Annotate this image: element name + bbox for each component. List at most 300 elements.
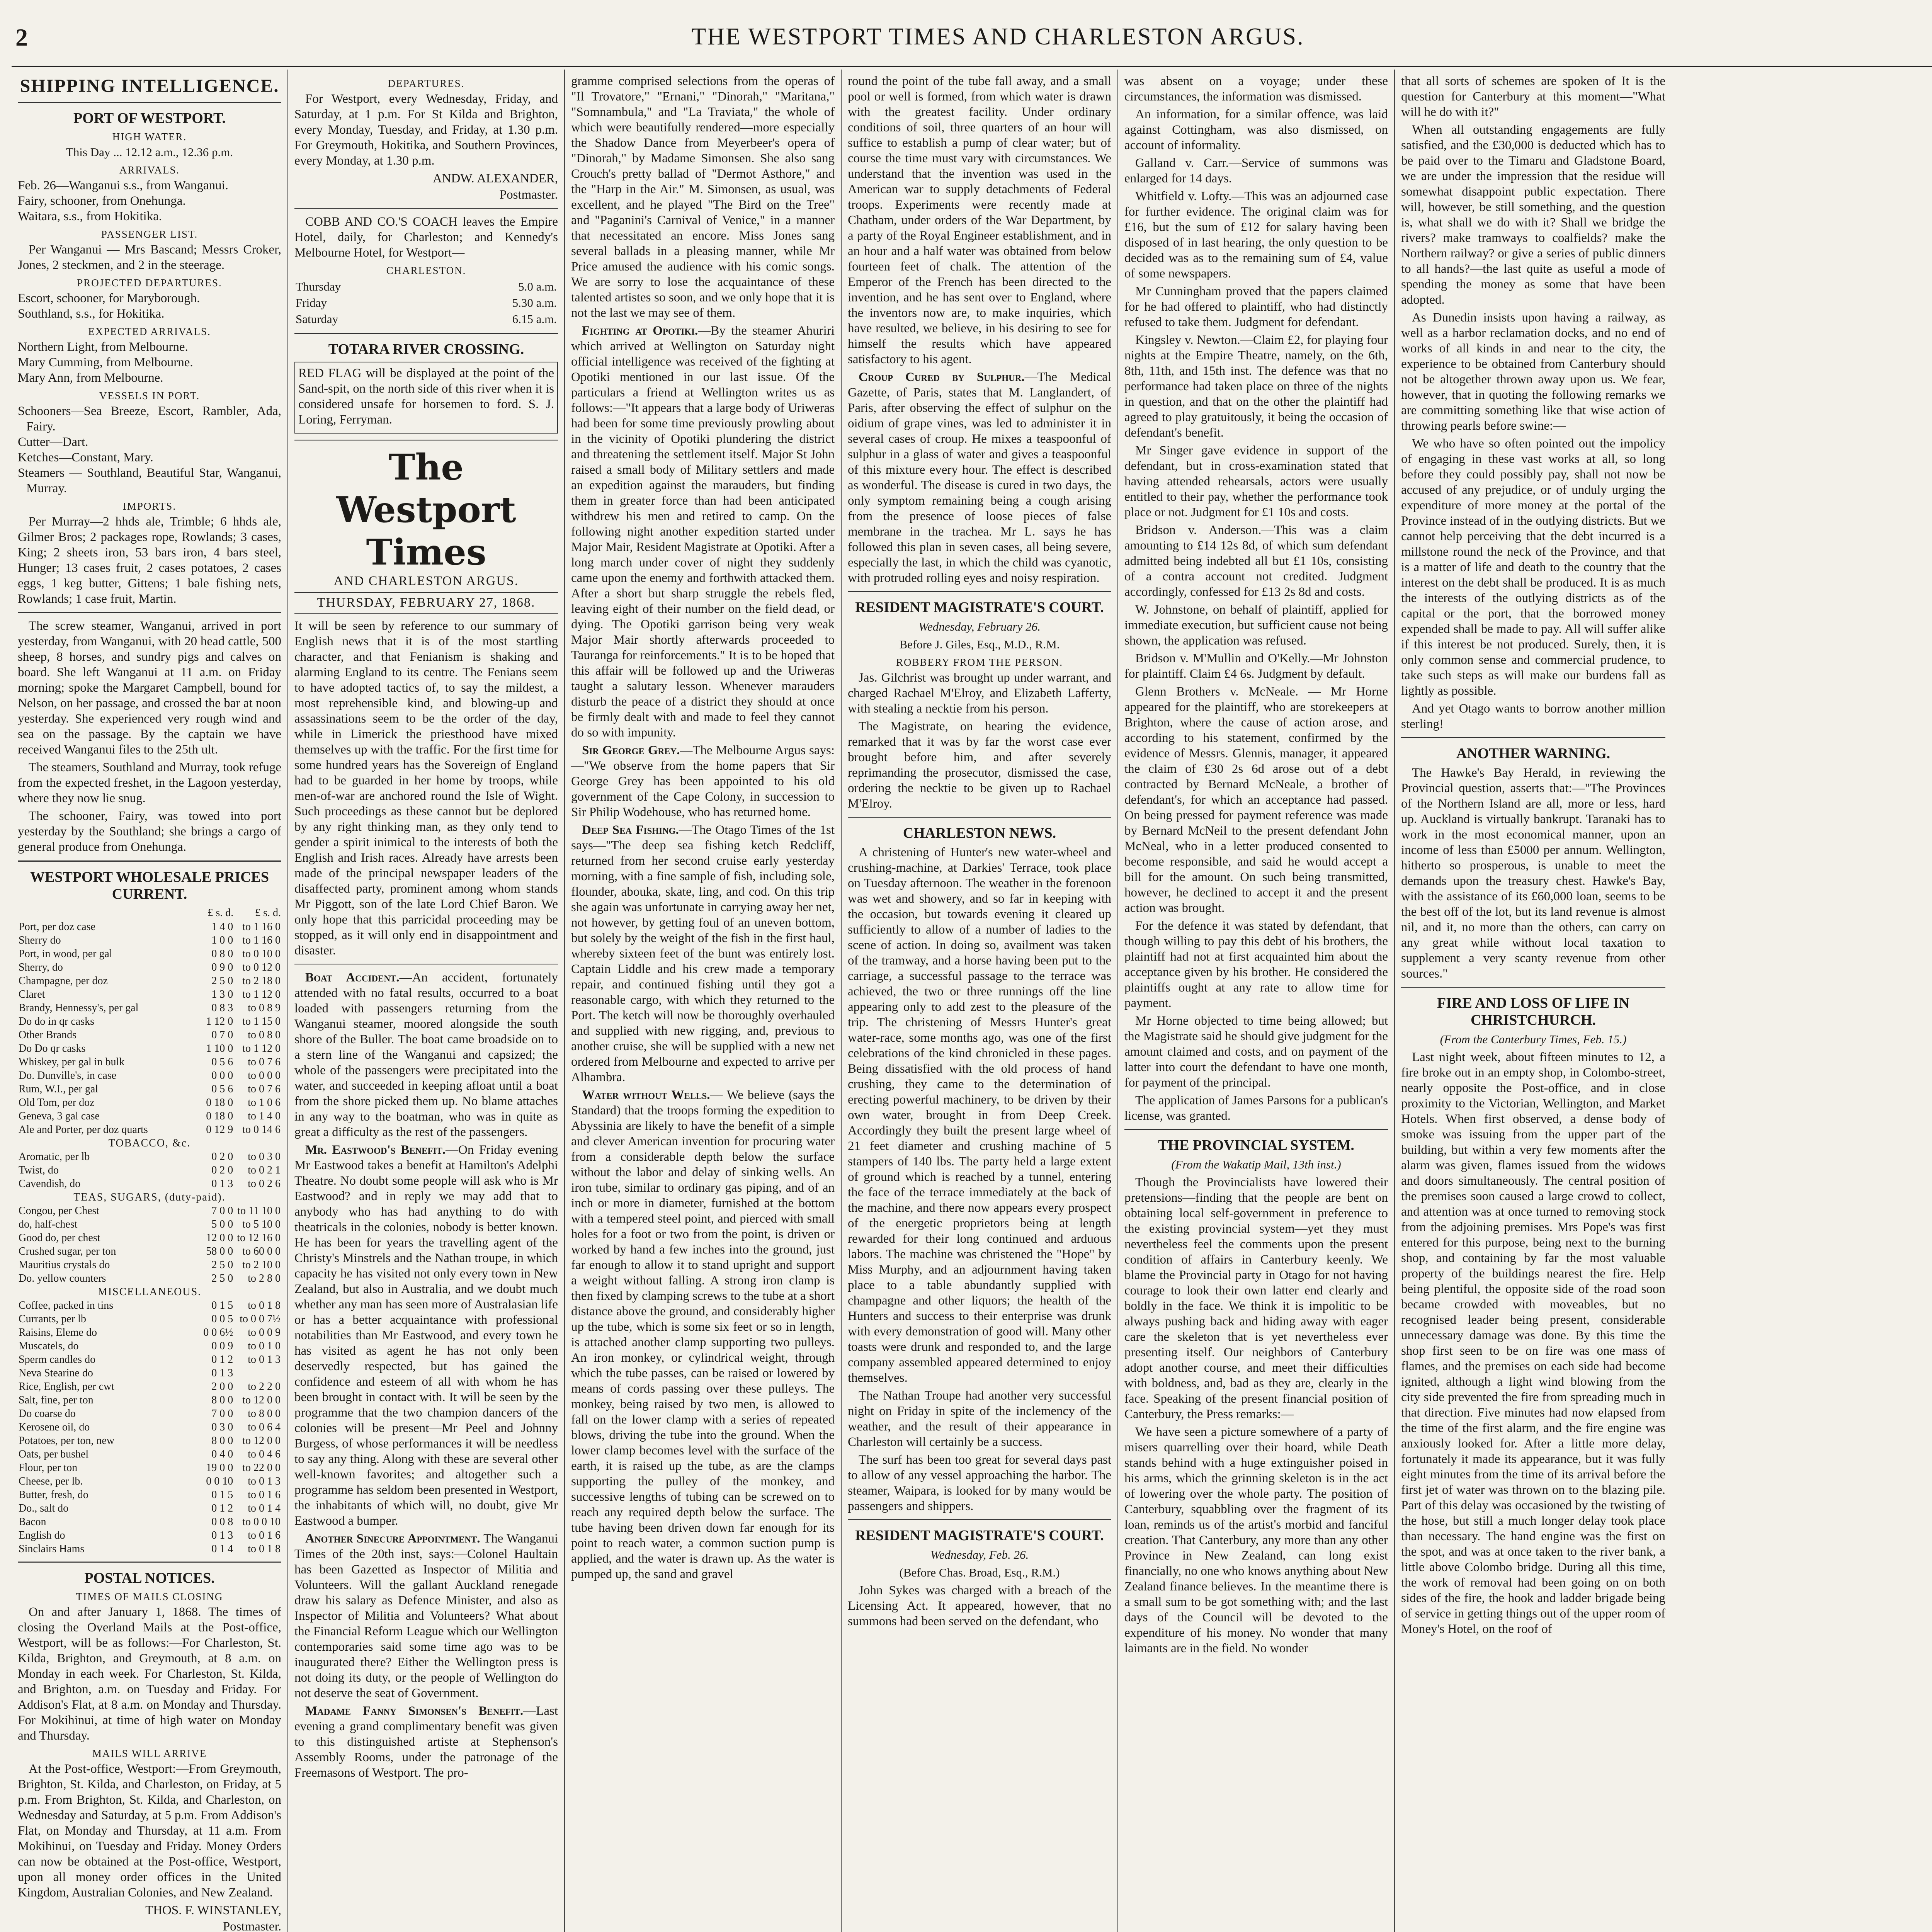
price-price-from: 0 1 2 <box>211 1502 233 1514</box>
price-item: do, half-chest <box>19 1218 78 1230</box>
provincial-system-text: Though the Provincialists have lowered their pretensions—finding that the people are bent on obtaining local self-government in preference to the existing provincial system—yet they must nevertheless feel the comments upon the present condition of affairs in Canterbury keenly. We blame the Provincial party in Otago for not having courage to look their own latter end clearly and boldly in the face. We think it is impolitic to be always pushing back and hiding away with eager care the skeleton that is yet nevertheless ever presenting itself. Our neighbors of Canterbury adopt another course, and meet their difficulties with boldness, and, bad as they are, clearly in the face. Speaking of the present financial position of Canterbury, the Press remarks:— <box>1124 1175 1388 1421</box>
price-price-to <box>234 1366 281 1380</box>
price-price-from: 1 4 0 <box>211 921 233 933</box>
postmaster-signature: ANDW. ALEXANDER, <box>432 172 558 185</box>
price-item: Cheese, per lb. <box>19 1475 83 1487</box>
court-text: was absent on a voyage; under these circumstances, the information was dismissed. <box>1124 74 1388 104</box>
masthead <box>12 8 1932 67</box>
table-row <box>18 974 281 988</box>
rm-court-title: RESIDENT MAGISTRATE'S COURT. <box>855 599 1104 616</box>
rm-court-date: Wednesday, February 26. <box>918 620 1041 633</box>
column-3 <box>565 70 842 1932</box>
price-item: Whiskey, per gal in bulk <box>19 1056 125 1068</box>
vessel-item: Schooners—Sea Breeze, Escort, Rambler, Ada, Fairy. <box>18 404 281 434</box>
price-price-to: to 0 0 7½ <box>240 1313 281 1325</box>
price-price-to: to 2 10 0 <box>242 1259 281 1271</box>
price-price-to: to 12 0 0 <box>242 1394 281 1406</box>
price-price-from: 2 0 0 <box>211 1381 233 1393</box>
imports-title: IMPORTS. <box>122 500 177 512</box>
coach-day: Saturday <box>296 312 338 326</box>
another-warning-text: The Hawke's Bay Herald, in reviewing the Provincial question, asserts that:—"The Provinces of the Northern Island are all, more or less, hard up. Auckland is virtually bankrupt. Taranaki has to work in the most economical manner, upon an income of less than £5000 per annum. Wellington, hitherto so prosperous, is unable to meet the demands upon the treasury chest. Hawke's Bay, with the assistance of its £60,000 loan, seems to be the best off of the lot, but its land revenue is almost nil, and it, no more than the others, can carry on any great while without local taxation to supplement a very scanty revenue from other sources." <box>1401 766 1665 981</box>
table-row <box>18 961 281 974</box>
arrival-item: Waitara, s.s., from Hokitika. <box>18 209 162 223</box>
expected-title: EXPECTED ARRIVALS. <box>88 326 211 337</box>
price-price-from: 8 0 0 <box>211 1435 233 1447</box>
divider <box>848 1519 1111 1520</box>
divider <box>18 860 281 862</box>
article-text: — We believe (says the Standard) that the troops forming the expedition to Abyssinia are likely to have the benefit of a simple and clever American invention for procuring water from a considerable depth below the surface without the labor and delay of sinking wells. An iron tube, similar to ordinary gas piping, and of an inch or more in diameter, furnished at the bottom with a tempered steel point, and pierced with small holes for a foot or two from the point, is driven or worked by hand a few inches into the ground, just far enough to allow it to stand upright and support a weight without falling. A strong iron clamp is then fixed by clamping screws to the tube at a short distance above the ground, and considerably higher up the tube, which is some six feet or so in length, is attached another clamp supporting two pulleys. An iron monkey, or cylindrical weight, through which the tube passes, can be raised or lowered by means of cords passing over these pulleys. The monkey, being raised by two men, is allowed to fall on the lower clamp with a series of repeated blows, driving the tube into the ground. When the lower clamp becomes level with the surface of the earth, it is raised up the tube, as are the clamps supporting the pulley of the monkey, and successive lengths of tubing can be screwed on to reach any required depth below the surface. The tube having been driven down far enough for its point to reach water, a common suction pump is applied, and the water is drawn up. As the water is pumped up, the sand and gravel <box>571 1088 835 1581</box>
table-row <box>18 1299 281 1312</box>
page-number: 2 <box>15 24 28 51</box>
price-price-from: 0 1 2 <box>211 1354 233 1366</box>
divider <box>1124 1129 1388 1130</box>
table-row <box>18 947 281 961</box>
price-price-to: to 5 10 0 <box>242 1218 281 1230</box>
article-text: —On Friday evening Mr Eastwood takes a benefit at Hamilton's Adelphi Theatre. No doubt some people will ask who is Mr Eastwood? and in reply we may add that to anybody who has had anything to do with theatricals in the colonies, nobody is better known. He has been for years the travelling agent of the Christy's Minstrels and the Nathan troupe, in which capacity he has visited not only every town in New Zealand, but also in Australia, and we doubt much whether any man has seen more of Australasian life or has a better acquaintance with professional notabilities than Mr Eastwood, and every town he has visited as agent he has not only been deservedly respected, but has gained the confidence and esteem of all with whom he has been brought in contact with. It will be seen by the programme that the two champion dancers of the colonies will be present—Mr Peel and Johnny Burgess, of whose performances it will be needless to say any thing. Along with these are several other well-known favorites; and altogether such a programme has seldom been presented in Westport, the inhabitants of which will, no doubt, give Mr Eastwood a bumper. <box>294 1143 558 1528</box>
price-price-from: 0 7 0 <box>211 1029 233 1041</box>
rm-court-title: RESIDENT MAGISTRATE'S COURT. <box>855 1527 1104 1544</box>
price-price-from: 5 0 0 <box>211 1218 233 1230</box>
price-item: Do. yellow counters <box>19 1272 106 1284</box>
price-item: English do <box>19 1529 65 1541</box>
price-item: Sherry, do <box>19 961 63 973</box>
provincial-system-title: THE PROVINCIAL SYSTEM. <box>1158 1137 1354 1153</box>
price-item: Kerosene oil, do <box>19 1421 90 1433</box>
article-text: —By the steamer Ahuriri which arrived at Wellington on Saturday night official intelligence was received of the fighting at Opotiki mentioned in our last issue. Of the particulars a friend at Wellington writes us as follows:—"It appears that a large body of Uriweras had been for some time previously prowling about in the vicinity of Opotiki plundering the district and threatening the settlement itself. Major St John raised a small body of Military settlers and made an expedition against the marauders, but finding them in greater force than had been anticipated withdrew his men and retired to camp. On the following night another expedition started under Major Mair, Resident Magistrate at Opotiki. After a long march under cover of night they suddenly came upon the enemy and forthwith attacked them. After a short but sharp struggle the rebels fled, leaving eight of their number on the field dead, or dying. The Opotiki garrison being very weak Major Mair shortly afterwards proceeded to Tauranga for reinforcements." It is to be hoped that this affair will be followed up and the Uriweras taught a salutary lesson. Whenever marauders disturb the peace of a district they should at once be firmly dealt with and made to feel they cannot do so with impunity. <box>571 324 835 740</box>
coach-time: 6.15 a.m. <box>512 312 557 326</box>
price-price-to: to 0 2 6 <box>248 1178 281 1190</box>
price-price-to: to 1 0 6 <box>248 1097 281 1109</box>
postal-title: POSTAL NOTICES. <box>84 1570 215 1586</box>
price-price-to: to 0 1 8 <box>248 1543 281 1555</box>
price-price-from: 0 12 9 <box>206 1124 233 1136</box>
article-text: —An accident, fortunately attended with no fatal results, occurred to a boat loaded with passengers returning from the Wanganui steamer, moored alongside the south shore of the Buller. The boat came broadside on to a stern line of the Wanganui and capsized; the whole of the passengers were precipitated into the water, and succeeded in keeping afloat until a boat from the shore picked them up. No blame attaches in any way to the boatman, who was in quite as great a difficulty as the rest of the passengers. <box>294 971 558 1139</box>
divider <box>1401 737 1665 738</box>
price-price-to: to 0 10 0 <box>242 948 281 960</box>
price-price-to: to 0 7 6 <box>248 1083 281 1095</box>
arrivals-title: ARRIVALS. <box>119 164 180 176</box>
table-row <box>18 1218 281 1231</box>
table-row <box>18 988 281 1001</box>
postmaster-signature: THOS. F. WINSTANLEY, <box>145 1903 281 1917</box>
table-row <box>18 1096 281 1109</box>
leader-article: It will be seen by reference to our summary of English news that it is of the most startling character, and that Fenianism is shaking and alarming England to its centre. The Fenians seem to have adopted tactics of, to say the mildest, a most reprehensible kind, and blowing-up and assassinations seem to be the order of the day, while in Limerick the priesthood have mixed themselves up with the traffic. For the first time for some hundred years has the Sovereign of England had to be guarded in her home by troops, while men-of-war are anchored round the Isle of Wight. Such proceedings as these cannot but be deplored by any right thinking man, as they only tend to gender a spirit inimical to the interests of both the English and Irish races. Already have arrests been made of the principal newspaper leaders of the disaffected party, prominent among whom stands Mr Piggott, son of the late Lord Chief Baron. We only hope that this parricidal proceeding may be stopped, as it will only end in disappointment and disaster. <box>294 619 558 957</box>
table-row <box>18 1326 281 1339</box>
table-row <box>295 279 557 294</box>
cobb-coach-place: CHARLESTON. <box>386 265 466 276</box>
price-price-from: 0 0 8 <box>211 1516 233 1528</box>
another-warning-title: ANOTHER WARNING. <box>1456 745 1611 762</box>
table-row <box>18 1447 281 1461</box>
article-text: round the point of the tube fall away, and a small pool or well is formed, from which water is drawn with the greatest facility. Under ordinary conditions of soil, three quarters of an hour will suffice to establish a pump of clear water; but of course the time must vary with circumstances. We understand that the invention was used in the American war to supply detachments of Federal troops. Experiments were recently made at Chatham, under orders of the War Department, by a party of the Royal Engineer establishment, and in an hour and a half water was obtained from below fourteen feet of chalk. The attention of the Emperor of the French has been directed to the invention, and he has sent over to England, where the inventors now are, to make inquiries, which have resulted, we believe, in his desiring to see for himself the results which have appeared satisfactory to his agent. <box>848 74 1111 366</box>
issue-date: THURSDAY, FEBRUARY 27, 1868. <box>294 592 558 614</box>
article-text: As Dunedin insists upon having a railway, as well as a harbor reclamation docks, and no end of works of all kinds in and near to the city, the experience to be obtained from Canterbury should not be altogether thrown away upon us. We fear, however, that in quoting the following remarks we are committing something like that wise action of throwing pearls before swine:— <box>1401 311 1665 433</box>
court-case: Mr Cunningham proved that the papers claimed for he had offered to plaintiff, who had distinctly refused to take them. Judgment for defendant. <box>1124 284 1388 329</box>
price-subheading-row <box>18 1285 281 1299</box>
price-item: Do do in qr casks <box>19 1015 94 1027</box>
article-text: We who have so often pointed out the impolicy of engaging in these vast works at all, so long before they could possibly pay, shall not now be accused of any prejudice, or of unduly urging the expenditure of more money at the portal of the Province instead of in the outlying districts. But we cannot help perceiving that the debt incurred is a millstone round the neck of the Province, and that is a matter of life and death to the country that the interest on the debt shall be produced. It is as much the interests of the outlying districts as of the capital or the port, that the borrowed money expended shall be made to pay. All will suffer alike if this interest be not produced. Surely, then, it is only common sense and commercial prudence, to take such steps as will make our burdens fall as lightly as possible. <box>1401 437 1665 698</box>
prices-table <box>18 906 281 1556</box>
price-item: Crushed sugar, per ton <box>19 1245 116 1257</box>
price-price-from: 8 0 0 <box>211 1394 233 1406</box>
price-price-from: 1 10 0 <box>206 1043 233 1054</box>
price-price-to: to 0 4 6 <box>248 1448 281 1460</box>
departures-text: For Westport, every Wednesday, Friday, and Saturday, at 1 p.m. For St Kilda and Brighton, every Monday, Tuesday, and Friday, at 1.30 p.m. For Greymouth, Hokitika, and Southern Provinces, every Monday, at 1.30 p.m. <box>294 92 558 168</box>
price-price-from: 0 1 4 <box>211 1543 233 1555</box>
table-row <box>18 1475 281 1488</box>
shipping-paragraph: The screw steamer, Wanganui, arrived in port yesterday, from Wanganui, with 20 head cattle, 500 sheep, 8 horses, and sundry pigs and calves on board. She left Wanganui at 11 a.m. on Friday morning; spoke the Margaret Campbell, bound for Nelson, on her passage, and crossed the bar at noon yesterday. She experienced very rough wind and sea on the passage. By the captain we have received Wanganui files to the 25th ult. <box>18 619 281 757</box>
passenger-text: Per Wanganui — Mrs Bascand; Messrs Croker, Jones, 2 steckmen, and 2 in the steerage. <box>18 243 281 272</box>
court-case: Glenn Brothers v. McNeale. — Mr Horne appeared for the plaintiff, who are storekeepers at Brighton, where the cause of action arose, and according to his statement, confirmed by the evidence of Messrs. Glennis, manager, it appeared the claim of £30 2s 6d arose out of a debt contracted by Bernard McNeale, a brother of defendant's, for which an acceptance had passed. On being pressed for payment reference was made by Bernard McNeil to the present defendant John McNeal, who in a letter produced consented to become responsible, and said he would accept a bill for the amount. On such being transmitted, however, he declined to accept it and the present action was brought. <box>1124 685 1388 915</box>
price-item: Do., salt do <box>19 1502 69 1514</box>
price-price-to: to 2 2 0 <box>248 1381 281 1393</box>
price-item: Aromatic, per lb <box>19 1151 90 1163</box>
divider <box>294 333 558 334</box>
price-price-from: 2 5 0 <box>211 1272 233 1284</box>
price-price-to: to 1 4 0 <box>248 1110 281 1122</box>
arrival-item: Fairy, schooner, from Onehunga. <box>18 194 186 208</box>
article-heading: Deep Sea Fishing. <box>582 823 679 837</box>
divider <box>848 591 1111 592</box>
price-price-from: 0 1 5 <box>211 1299 233 1311</box>
table-row <box>18 1502 281 1515</box>
price-item: Butter, fresh, do <box>19 1489 88 1501</box>
fire-source: (From the Canterbury Times, Feb. 15.) <box>1440 1032 1627 1046</box>
table-row <box>18 1488 281 1502</box>
price-item: Sherry do <box>19 934 61 946</box>
table-row <box>18 1042 281 1055</box>
price-price-to: to 0 0 9 <box>248 1327 281 1338</box>
table-row <box>18 1353 281 1366</box>
projected-item: Southland, s.s., for Hokitika. <box>18 307 165 321</box>
price-price-from: 1 0 0 <box>211 934 233 946</box>
coach-time: 5.0 a.m. <box>518 280 557 293</box>
table-row <box>18 1150 281 1163</box>
table-row <box>18 1028 281 1042</box>
price-price-to: to 0 1 0 <box>248 1340 281 1352</box>
court-case: Mr Singer gave evidence in support of the defendant, but in cross-examination stated that having attended rehearsals, actors were usually entitled to their pay, whether the performance took place or not. Judgment for £1 10s and costs. <box>1124 444 1388 519</box>
table-row <box>18 1231 281 1245</box>
column-2 <box>288 70 565 1932</box>
price-price-to: to 0 8 9 <box>248 1002 281 1014</box>
price-price-to: to 2 8 0 <box>248 1272 281 1284</box>
coach-day: Thursday <box>296 280 341 293</box>
shipping-paragraph: The steamers, Southland and Murray, took refuge from the expected freshet, in the Lagoon yesterday, where they now lie snug. <box>18 760 282 805</box>
table-row <box>18 1393 281 1407</box>
court-case: Galland v. Carr.—Service of summons was enlarged for 14 days. <box>1124 156 1388 185</box>
price-item: Ale and Porter, per doz quarts <box>19 1124 148 1136</box>
price-item: Currants, per lb <box>19 1313 86 1325</box>
article-heading: Another Sinecure Appointment. <box>305 1532 480 1546</box>
article-text: —The Otago Times of the 1st says—"The deep sea fishing ketch Redcliff, returned from her second cruise early yesterday morning, with a fine sample of fish, including sole, flounder, abouka, skate, ling, and cod. On this trip she again was unfortunate in carrying away her net, not however, by getting foul of an uneven bottom, but solely by the weight of the fish in the first haul, whereby sixteen feet of the bunt was entirely lost. Captain Liddle and his crew made a temporary repair, and continued fishing until they got a reasonable cargo, with which they returned to the Port. The ketch will now be thoroughly overhauled and supplied with new rigging, and, previous to another cruise, she will be supplied with a new net ordered from Melbourne and expected to arrive per Alhambra. <box>571 823 835 1084</box>
expected-item: Northern Light, from Melbourne. <box>18 340 188 354</box>
divider <box>294 439 558 440</box>
price-item: Do Do qr casks <box>19 1043 86 1054</box>
price-item: Do coarse do <box>19 1408 76 1420</box>
article-heading: Boat Accident. <box>305 971 400 985</box>
price-price-to: to 8 0 0 <box>248 1408 281 1420</box>
price-price-to: to 12 16 0 <box>237 1232 281 1244</box>
totara-text: RED FLAG will be displayed at the point of the Sand-spit, on the north side of this river when it is considered unsafe for horsemen to ford. S. J. Loring, Ferryman. <box>298 366 554 427</box>
table-row <box>18 1163 281 1177</box>
price-price-to: to 0 14 6 <box>242 1124 281 1136</box>
vessel-item: Ketches—Constant, Mary. <box>18 451 153 464</box>
passenger-title: PASSENGER LIST. <box>101 228 198 240</box>
court-case: For the defence it was stated by defendant, that though willing to pay this debt of his brothers, the plaintiff had not at first acquainted him about the acceptance given by his brother. He considered the plaintiffs ought at any rate to allow time for payment. <box>1124 919 1388 1010</box>
table-row <box>18 1515 281 1529</box>
article-text: gramme comprised selections from the operas of "Il Trovatore," "Ernani," "Dinorah," "Maritana," "Somnambula," and "La Traviata," the whole of which were beautifully rendered—more especially the Shadow Dance from Meyerbeer's opera of "Dinorah," by Madame Simonsen. She also sang Crouch's pretty ballad of "Dermot Asthore," and the "Harp in the Air." M. Simonsen, as usual, was excellent, and he played "The Bird on the Tree" and "Paganini's Carnival of Venice," in a manner that necessitated an encore. Miss Jones sang several ballads in a pleasing manner, while Mr Price amused the audience with his comic songs. We are sorry to lose the acquaintance of these talented artistes so soon, and we only hope that it is not the last we may see of them. <box>571 74 835 320</box>
court-case: The application of James Parsons for a publican's license, was granted. <box>1124 1094 1388 1123</box>
cobb-coach-text: COBB AND CO.'S COACH leaves the Empire Hotel, daily, for Charleston; and Kennedy's Melbourne Hotel, for Westport— <box>294 215 558 260</box>
column-1 <box>12 70 288 1932</box>
price-price-to: to 0 0 10 <box>242 1516 281 1528</box>
newspaper-nameplate: The Westport Times <box>336 446 516 573</box>
coach-day: Friday <box>296 296 327 310</box>
totara-title: TOTARA RIVER CROSSING. <box>328 341 524 357</box>
charleston-news-title: CHARLESTON NEWS. <box>903 825 1056 841</box>
table-row <box>18 1407 281 1420</box>
court-case: Kingsley v. Newton.—Claim £2, for playing four nights at the Empire Theatre, namely, on the 6th, 8th, 11th, and 15th inst. The defence was that no performance had taken place on three of the nights in question, and that on the other the plaintiff had agreed to play gratuitously, it being the occasion of defendant's benefit. <box>1124 333 1388 440</box>
court-case: Whitfield v. Lofty.—This was an adjourned case for further evidence. The original claim was for £16, but the sum of £12 for salary having been disposed of in last hearing, the only question to be decided was as to the remaining sum of £4, value of some newspapers. <box>1124 189 1388 281</box>
price-item: Rice, English, per cwt <box>19 1381 115 1393</box>
price-price-to: to 12 0 0 <box>242 1435 281 1447</box>
price-price-from: 19 0 0 <box>206 1462 233 1474</box>
rm-court-before: Before J. Giles, Esq., M.D., R.M. <box>899 638 1060 651</box>
article-text: —Last evening a grand complimentary benefit was given to this distinguished artiste at Stephenson's Assembly Rooms, under the patronage of the Freemasons of Westport. The pro- <box>294 1704 558 1780</box>
article-text: The Wanganui Times of the 20th inst, says:—Colonel Haultain has been Gazetted as Inspector of Militia and Volunteers. Will the gallant Auckland renegade draw his salary as Defence Minister, and also as Inspector of Militia and Volunteers? What about the Financial Reform League which our Wellington contemporaries said some time ago was to be inaugurated there? Either the Wellington press is not doing its duty, or the people of Wellington do not deserve the seat of Government. <box>294 1532 558 1700</box>
postmaster-title: Postmaster. <box>223 1920 281 1932</box>
table-row <box>18 1245 281 1258</box>
price-item: Other Brands <box>19 1029 77 1041</box>
price-item: Coffee, packed in tins <box>19 1299 114 1311</box>
rm-court-sub: ROBBERY FROM THE PERSON. <box>896 656 1063 668</box>
price-item: Twist, do <box>19 1164 59 1176</box>
price-subheading: TOBACCO, &c. <box>108 1137 191 1149</box>
price-price-to: to 0 1 6 <box>248 1529 281 1541</box>
price-price-from: 0 1 3 <box>211 1529 233 1541</box>
price-price-from: 7 0 0 <box>211 1408 233 1420</box>
price-subheading: TEAS, SUGARS, (duty-paid). <box>73 1191 226 1203</box>
table-row <box>18 1015 281 1028</box>
vessel-item: Steamers — Southland, Beautiful Star, Wanganui, Murray. <box>18 466 281 495</box>
mails-arrive-title: MAILS WILL ARRIVE <box>92 1748 207 1759</box>
price-item: Geneva, 3 gal case <box>19 1110 100 1122</box>
price-price-from: 0 2 0 <box>211 1164 233 1176</box>
table-row <box>18 1109 281 1123</box>
price-item: Cavendish, do <box>19 1178 81 1190</box>
price-price-from: 0 0 6½ <box>203 1327 233 1338</box>
price-item: Muscatels, do <box>19 1340 79 1352</box>
price-item: Claret <box>19 988 45 1000</box>
price-price-from: 0 1 3 <box>211 1178 233 1190</box>
projected-item: Escort, schooner, for Maryborough. <box>18 291 200 305</box>
table-row <box>18 1204 281 1218</box>
price-price-from: 0 8 3 <box>211 1002 233 1014</box>
price-price-from: 0 18 0 <box>206 1097 233 1109</box>
price-price-from: 0 1 3 <box>211 1367 233 1379</box>
price-price-from: 0 1 5 <box>211 1489 233 1501</box>
article-heading: Mr. Eastwood's Benefit. <box>305 1143 446 1157</box>
article-heading: Water without Wells. <box>582 1088 710 1102</box>
table-row <box>18 1461 281 1475</box>
table-row <box>18 1069 281 1082</box>
price-price-to: to 0 3 0 <box>248 1151 281 1163</box>
price-price-from: 1 3 0 <box>211 988 233 1000</box>
table-row <box>18 934 281 947</box>
expected-item: Mary Cumming, from Melbourne. <box>18 355 193 369</box>
high-water-line: This Day ... 12.12 a.m., 12.36 p.m. <box>66 145 233 159</box>
table-row <box>295 295 557 311</box>
totara-notice <box>294 362 558 434</box>
nameplate-subtitle: AND CHARLESTON ARGUS. <box>333 574 519 588</box>
price-item: Neva Stearine do <box>19 1367 93 1379</box>
price-item: Salt, fine, per ton <box>19 1394 94 1406</box>
divider <box>18 612 281 613</box>
charleston-news-text: The surf has been too great for several days past to allow of any vessel approaching the harbor. The steamer, Waipara, is looked for by many would be passengers and shippers. <box>848 1453 1111 1513</box>
charleston-news-text: The Nathan Troupe had another very successful night on Friday in spite of the inclemency of the weather, and the result of their appearance in Charleston will certainly be a success. <box>848 1389 1111 1449</box>
provincial-system-text: We have seen a picture somewhere of a party of misers quarrelling over their hoard, while Death stands behind with a huge extinguisher poised in his arms, which the grinning skeleton is in the act of lowering over the whole party. The position of Canterbury, squabbling over the fragment of its loan, reminds us of the artist's morbid and fanciful creation. That Canterbury, any more than any other Province in New Zealand, can long exist financially, no one who knows anything about New Zealand finance believes. In the meantime there is a small sum to be got something with; and the last days of the Council will be devoted to the expenditure of his money. No wonder that many laimants are in the field. No wonder <box>1124 1425 1388 1655</box>
table-row <box>18 1542 281 1556</box>
postal-text: On and after January 1, 1868. The times of closing the Overland Mails at the Post-office, Westport, will be as follows:—For Charleston, St. Kilda, Brighton, and Greymouth, at 8 a.m. on Monday in each week. For Charleston, St. Kilda, and Brighton, a.m. on Tuesday and Friday. For Addison's Flat, at 8 a.m. on Monday and Thursday. For Mokihinui, at time of high water on Monday and Thursday. <box>18 1605 281 1743</box>
price-item: Old Tom, per doz <box>19 1097 95 1109</box>
price-item: Rum, W.I., per gal <box>19 1083 99 1095</box>
price-price-to: to 0 6 4 <box>248 1421 281 1433</box>
expected-item: Mary Ann, from Melbourne. <box>18 371 163 385</box>
price-price-to: to 0 1 8 <box>248 1299 281 1311</box>
coach-timetable <box>294 278 558 328</box>
table-row <box>18 1434 281 1447</box>
price-price-from: 0 4 0 <box>211 1448 233 1460</box>
price-price-to: to 0 12 0 <box>242 961 281 973</box>
table-row <box>18 1529 281 1542</box>
price-price-to: to 0 2 1 <box>248 1164 281 1176</box>
postmaster-title: Postmaster. <box>499 188 558 202</box>
article-text: When all outstanding engagements are fully satisfied, and the £30,000 is deducted which has to be paid over to the Timaru and Gladstone Board, we are under the impression that the residue will somewhat disappoint public expectation. There will, however, be still something, and the question is, what shall we do with it? Shall we bridge the rivers? make tramways to coalfields? make the Northern railway? or give a series of public dinners to all hands?—the last quite as useful a mode of spending the money as some that have been adopted. <box>1401 123 1665 307</box>
price-price-to: to 1 12 0 <box>242 1043 281 1054</box>
rm-court-before: (Before Chas. Broad, Esq., R.M.) <box>899 1566 1060 1579</box>
price-price-from: 0 2 0 <box>211 1151 233 1163</box>
projected-title: PROJECTED DEPARTURES. <box>77 277 222 289</box>
price-item: Champagne, per doz <box>19 975 108 987</box>
divider <box>294 208 558 209</box>
imports-text: Per Murray—2 hhds ale, Trimble; 6 hhds ale, Gilmer Bros; 2 packages rope, Rowlands; 3 cases, King; 2 sheets iron, 53 bars iron, 4 bars steel, Hunger; 13 cases fruit, 2 cases potatoes, 2 cases eggs, 1 keg butter, Gittens; 1 bale fishing nets, Rowlands; 1 case fruit, Martin. <box>18 515 281 606</box>
article-text: —The Melbourne Argus says:—"We observe from the home papers that Sir George Grey has been appointed to his old government of the Cape Colony, in succession to Sir Philip Wodehouse, who has returned home. <box>571 743 835 819</box>
article-heading: Fighting at Opotiki. <box>582 324 698 338</box>
provincial-system-source: (From the Wakatip Mail, 13th inst.) <box>1171 1158 1341 1171</box>
price-item: Potatoes, per ton, new <box>19 1435 115 1447</box>
price-item: Flour, per ton <box>19 1462 78 1474</box>
divider <box>18 102 281 103</box>
price-price-from: 0 0 0 <box>211 1070 233 1082</box>
price-price-from: 2 5 0 <box>211 975 233 987</box>
court-case: Bridson v. M'Mullin and O'Kelly.—Mr Johnston for plaintiff. Claim £4 6s. Judgment by default. <box>1124 651 1388 681</box>
court-case: Mr Horne objected to time being allowed; but the Magistrate said he should give judgment for the amount claimed and costs, and on payment of the latter into court the defendant to have one month, for payment of the principal. <box>1124 1014 1388 1090</box>
price-price-to: to 60 0 0 <box>242 1245 281 1257</box>
price-price-to: to 0 7 6 <box>248 1056 281 1068</box>
price-subheading-row <box>18 1190 281 1204</box>
price-price-from: 0 18 0 <box>206 1110 233 1122</box>
price-item: Good do, per chest <box>19 1232 100 1244</box>
article-heading: Croup Cured by Sulphur. <box>859 370 1025 384</box>
price-price-from: 0 3 0 <box>211 1421 233 1433</box>
rm-court-text: The Magistrate, on hearing the evidence, remarked that it was by far the worst case ever brought before him, and after severely reprimanding the prosecutor, dismissed the case, ordering the necktie to be given up to Rachael M'Elroy. <box>848 719 1111 811</box>
price-price-to: to 22 0 0 <box>242 1462 281 1474</box>
fire-title: FIRE AND LOSS OF LIFE IN CHRISTCHURCH. <box>1437 995 1629 1028</box>
price-price-from: 0 9 0 <box>211 961 233 973</box>
price-price-from: 1 12 0 <box>206 1015 233 1027</box>
arrival-item: Feb. 26—Wanganui s.s., from Wanganui. <box>18 179 228 192</box>
table-row <box>18 1420 281 1434</box>
shipping-heading: SHIPPING INTELLIGENCE. <box>20 76 279 96</box>
column-6 <box>1395 70 1672 1932</box>
price-price-to: to 0 0 0 <box>248 1070 281 1082</box>
rm-court-date: Wednesday, Feb. 26. <box>930 1548 1029 1561</box>
price-subheading: MISCELLANEOUS. <box>97 1286 202 1298</box>
article-heading: Madame Fanny Simonsen's Benefit. <box>305 1704 524 1718</box>
price-item: Port, in wood, per gal <box>19 948 112 960</box>
price-price-from: 0 5 6 <box>211 1083 233 1095</box>
fire-text: Last night week, about fifteen minutes to 12, a fire broke out in an empty shop, in Colombo-street, nearly opposite the Post-office, and in close proximity to the Victorian, Wellington, and Market Hotels. When first observed, a dense body of smoke was issuing from the upper part of the building, but within a very few moments after the alarm was given, flames issued from the widows and doors simultaneously. The central position of the premises soon caused a large crowd to collect, and attention was at once turned to removing stock from the adjoining premises. Mrs Pope's was first entered for this purpose, being next to the burning shop, and containing by far the most valuable property of the buildings nearest the fire. Help being plentiful, the opposite side of the road soon became crowded with moveables, but no recognised leader being present, considerable unnecessary damage was done. By this time the shop first seen to be on fire was one mass of flames, and the premises on each side had become ignited, although a light wind blowing from the city side prevented the fire from spreading much in that direction. Five minutes had now elapsed from the time of the first alarm, and the fire engine was anxiously looked for. After a little more delay, fortunately it made its appearance, but it was fully eight minutes from the time of its arrival before the first jet of water was thrown on to the blazing pile. Part of this delay was occasioned by the twisting of the hose, but still a much longer delay took place than necessary. The hand engine was the first on the spot, and was at once taken to the river bank, a little above Colombo bridge. During all this time, the work of removal had been going on on both sides of the fire, the hook and ladder brigade being of service in getting things out of the upper room of Money's Hotel, on the roof of <box>1401 1050 1665 1636</box>
price-price-from: 0 0 5 <box>211 1313 233 1325</box>
table-row <box>18 1366 281 1380</box>
table-row <box>18 1123 281 1136</box>
price-price-to: to 11 10 0 <box>237 1205 281 1217</box>
price-price-to: to 0 8 0 <box>248 1029 281 1041</box>
price-item: Congou, per Chest <box>19 1205 100 1217</box>
price-price-from: 0 0 10 <box>206 1475 233 1487</box>
table-row <box>18 920 281 934</box>
price-price-to: to 1 16 0 <box>242 921 281 933</box>
postal-sub: TIMES OF MAILS CLOSING <box>76 1591 223 1602</box>
price-item: Mauritius crystals do <box>19 1259 110 1271</box>
mails-arrive-text: At the Post-office, Westport:—From Greymouth, Brighton, St. Kilda, and Charleston, on Friday, at 5 p.m. From Brighton, St. Kilda, and Charleston, on Wednesday and Saturday, at 5 p.m. From Addison's Flat, on Monday and Thursday, at 11 a.m. From Mokihinui, on Tuesday and Friday. Money Orders can now be obtained at the Post-office, Westport, upon all money order offices in the United Kingdom, Australian Colonies, and New Zealand. <box>18 1762 281 1900</box>
rm-court-text: John Sykes was charged with a breach of the Licensing Act. It appeared, however, that no summons had been served on the defendant, who <box>848 1583 1111 1628</box>
price-price-from: 58 0 0 <box>206 1245 233 1257</box>
table-row <box>18 1272 281 1285</box>
divider <box>1401 987 1665 988</box>
price-item: Raisins, Eleme do <box>19 1327 97 1338</box>
vessels-title: VESSELS IN PORT. <box>99 390 200 401</box>
price-price-to: to 0 1 4 <box>248 1502 281 1514</box>
court-case: W. Johnstone, on behalf of plaintiff, applied for immediate execution, but sufficient cause not being shown, the application was refused. <box>1124 603 1388 648</box>
table-row <box>295 311 557 327</box>
charleston-news-text: A christening of Hunter's new water-wheel and crushing-machine, at Darkies' Terrace, took place on Tuesday afternoon. The weather in the forenoon was wet and showery, and so far in keeping with the occasion, but towards evening it cleared up sufficiently to allow of a number of ladies to the scene of action. In doing so, availment was taken of the tramway, and a horse having been put to the carriage, a successful passage to the terrace was achieved, the two or three runnings off the line appearing only to add zest to the pleasure of the trip. The christening of Messrs Hunter's great water-race, some months ago, was one of the first celebrations of the kind chronicled in these pages. Being dissatisfied with the old process of hand crushing, they came to the determination of erecting powerful machinery, to be driven by their own water, brought in from Deep Creek. Accordingly they built the present large wheel of 21 feet diameter and crushing machine of 5 stampers of 140 lbs. The party held a large extent of ground which is reached by a tunnel, entering the face of the terrace immediately at the back of the machine, and there now appears every prospect of the energetic proprietors being at length rewarded for their long continued and arduous labors. The machine was christened the "Hope" by Miss Murphy, and an adjournment having taken place to a table abundantly supplied with champagne and other liquors; the health of the Hunters and success to their enterprise was drunk with every demonstration of good will. Many other toasts were drunk and responded to, and the large company assembled appeared determined to enjoy themselves. <box>848 845 1111 1385</box>
price-item: Bacon <box>19 1516 46 1528</box>
price-item: Sinclairs Hams <box>19 1543 85 1555</box>
price-item: Oats, per bushel <box>19 1448 89 1460</box>
price-item: Port, per doz case <box>19 921 96 933</box>
prices-column-header: £ s. d. <box>207 907 234 919</box>
price-price-from: 12 0 0 <box>206 1232 233 1244</box>
high-water-title: HIGH WATER. <box>112 131 187 143</box>
table-row <box>18 1177 281 1190</box>
table-row <box>18 1380 281 1393</box>
price-price-from: 0 8 0 <box>211 948 233 960</box>
price-item: Do. Dunville's, in case <box>19 1070 117 1082</box>
divider <box>18 1561 281 1563</box>
port-title: PORT OF WESTPORT. <box>73 110 226 126</box>
divider <box>848 817 1111 818</box>
table-row <box>18 1055 281 1069</box>
shipping-paragraph: The schooner, Fairy, was towed into port yesterday by the Southland; she brings a cargo of general produce from Onehunga. <box>18 809 281 854</box>
article-text: —The Medical Gazette, of Paris, states that M. Langlandert, of Paris, after observing the effect of sulphur on the oidium of grape vines, was led to administer it in several cases of croup. He mixes a teaspoonful of sulphur in a glass of water and gives a teaspoonful of this mixture every hour. The effect is described as wonderful. The disease is cured in two days, the only symptom remaining being a cough arising from the presence of loose pieces of false membrane in the trachea. Mr L. says he has followed this plan in seven cases, all being severe, especially the last, in which the child was cyanotic, with protruded rolling eyes and noisy respiration. <box>848 370 1111 585</box>
price-price-to: to 1 15 0 <box>242 1015 281 1027</box>
newspaper-page <box>12 70 1932 1932</box>
coach-time: 5.30 a.m. <box>512 296 557 310</box>
price-price-to: to 0 1 3 <box>248 1354 281 1366</box>
price-price-to: to 0 1 3 <box>248 1475 281 1487</box>
table-row <box>18 1258 281 1272</box>
